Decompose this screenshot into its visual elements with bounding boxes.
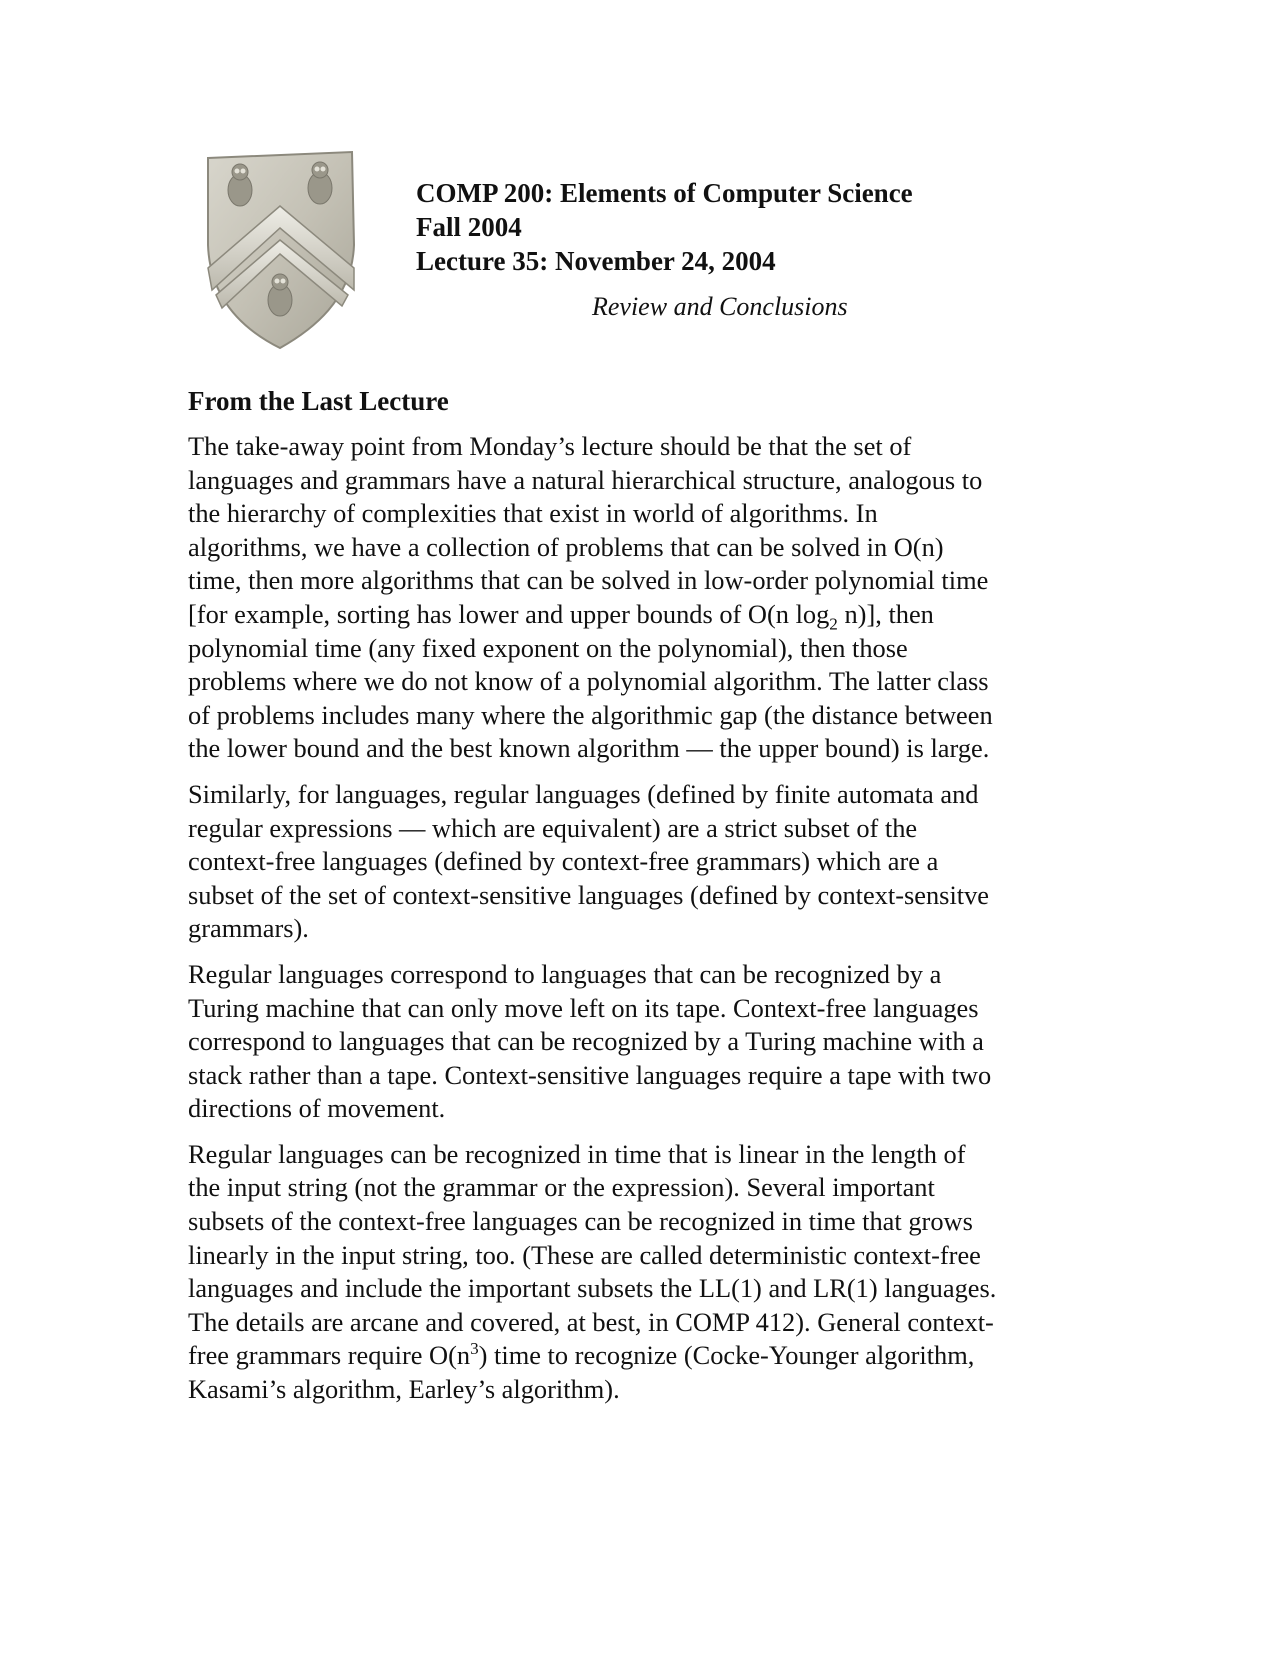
text-line: algorithms, we have a collection of problems that can be solved in O(n) (188, 531, 944, 562)
text-line: correspond to languages that can be recognized by a Turing machine with a (188, 1026, 984, 1057)
text-line: The take-away point from Monday’s lecture should be that the set of (188, 431, 912, 461)
paragraph-2 (188, 778, 1108, 946)
paragraph-1 (188, 430, 1108, 766)
text-line: subset of the set of context-sensitive languages (defined by context-sensitve (188, 879, 990, 910)
text-line: polynomial time (any fixed exponent on the polynomial), then those (188, 632, 908, 663)
superscript: 3 (470, 1339, 479, 1359)
text-line: languages and grammars have a natural hierarchical structure, analogous to (188, 464, 983, 495)
text-line: Turing machine that can only move left on its tape. Context-free languages (188, 992, 979, 1023)
text-line: context-free languages (defined by context-free grammars) which are a (188, 846, 939, 877)
text-fragment: [for example, sorting has lower and upper bounds of O(n log (188, 598, 830, 629)
text-fragment: free grammars require O(n (188, 1340, 471, 1371)
course-title: COMP 200: Elements of Computer Science (416, 178, 913, 208)
paragraph-3 (188, 958, 1108, 1126)
text-line: the lower bound and the best known algorithm — the upper bound) is large. (188, 733, 990, 764)
text-line: grammars). (188, 913, 309, 944)
text-fragment: ) time to recognize (Cocke-Younger algorithm, (478, 1340, 975, 1371)
text-line (188, 1339, 1108, 1373)
text-line: the input string (not the grammar or the expression). Several important (188, 1172, 935, 1203)
text-line: subsets of the context-free languages can be recognized in time that grows (188, 1206, 973, 1237)
text-line: Similarly, for languages, regular languages (defined by finite automata and (188, 778, 979, 809)
text-line: Regular languages can be recognized in time that is linear in the length of (188, 1138, 966, 1169)
text-line: the hierarchy of complexities that exist in world of algorithms. In (188, 498, 878, 529)
text-line: Kasami’s algorithm, Earley’s algorithm). (188, 1374, 620, 1405)
text-line (188, 598, 1108, 632)
lecture-body (188, 384, 1108, 1419)
text-line: Regular languages correspond to languages that can be recognized by a (188, 958, 942, 989)
text-line: of problems includes many where the algorithmic gap (the distance between (188, 699, 993, 730)
subscript: 2 (829, 614, 838, 634)
university-crest-logo (202, 150, 372, 350)
term: Fall 2004 (416, 212, 522, 242)
text-fragment: n)], then (837, 598, 934, 629)
lecture-subtitle: Review and Conclusions (592, 292, 848, 321)
text-line: languages and include the important subsets the LL(1) and LR(1) languages. (188, 1273, 997, 1304)
section-heading: From the Last Lecture (188, 386, 449, 416)
text-line: time, then more algorithms that can be solved in low-order polynomial time (188, 565, 989, 596)
text-line: regular expressions — which are equivalent) are a strict subset of the (188, 812, 918, 843)
paragraph-4 (188, 1138, 1108, 1407)
text-line: linearly in the input string, too. (These are called deterministic context-free (188, 1239, 981, 1270)
text-line: problems where we do not know of a polynomial algorithm. The latter class (188, 666, 989, 697)
text-line: directions of movement. (188, 1093, 446, 1124)
text-line: stack rather than a tape. Context-sensitive languages require a tape with two (188, 1059, 992, 1090)
lecture-date: Lecture 35: November 24, 2004 (416, 246, 776, 276)
text-line: The details are arcane and covered, at best, in COMP 412). General context- (188, 1306, 994, 1337)
lecture-header (416, 176, 1136, 324)
